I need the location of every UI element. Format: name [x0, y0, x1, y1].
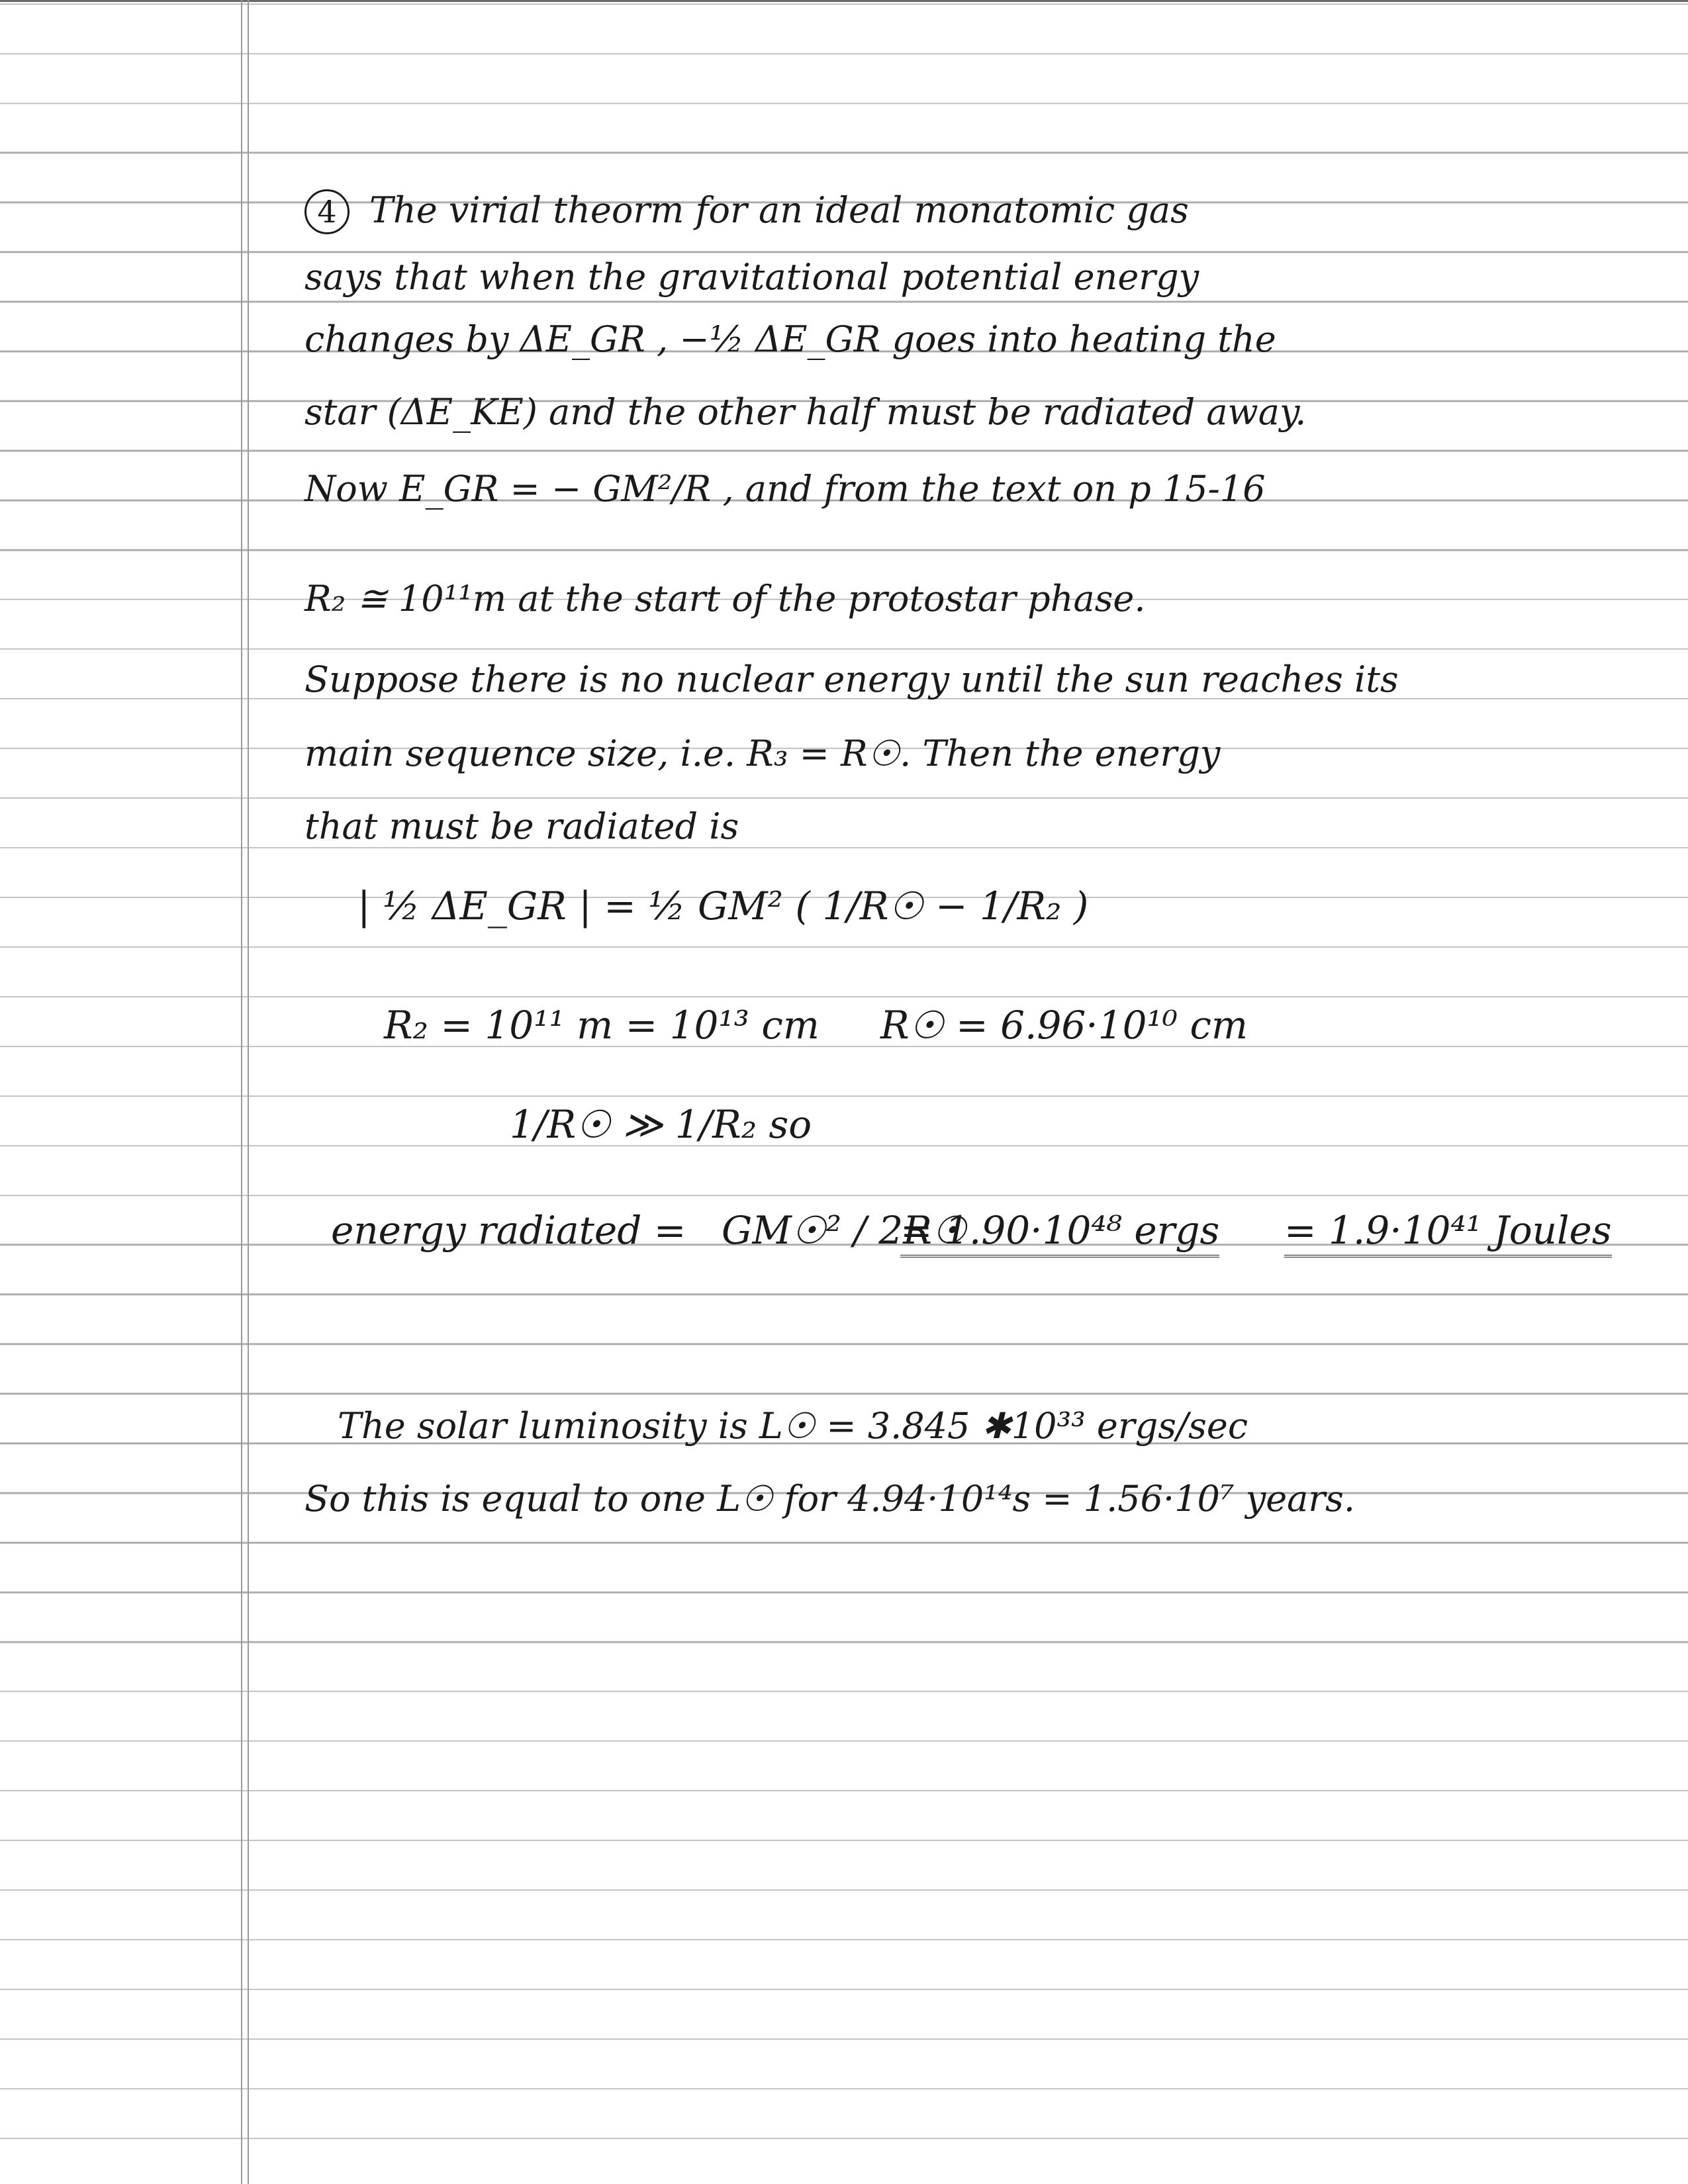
text-line-9: that must be radiated is: [305, 805, 739, 847]
text-line-1: 4 The virial theorm for an ideal monatomic gas: [305, 189, 1189, 234]
conclusion-line-2: So this is equal to one L☉ for 4.94·10¹⁴s = 1.56·10⁷ years.: [305, 1478, 1356, 1520]
energy-radiated-label: energy radiated =: [331, 1208, 686, 1253]
equation-rsun-value: R☉ = 6.96·10¹⁰ cm: [880, 1003, 1248, 1048]
text-line-2: says that when the gravitational potential energy: [305, 256, 1199, 298]
text-line-5: Now E_GR = − GM²/R , and from the text on p 15-16: [305, 468, 1266, 510]
text-line-3: changes by ΔE_GR , −½ ΔE_GR goes into heating the: [305, 318, 1276, 360]
conclusion-line-1: The solar luminosity is L☉ = 3.845 ✱10³³ ergs/sec: [338, 1405, 1248, 1447]
energy-radiated-formula: GM☉² / 2R☉: [722, 1208, 966, 1253]
margin-line-left: [241, 0, 242, 2184]
problem-number: 4: [305, 189, 350, 234]
page-top-edge: [0, 0, 1688, 2]
text-line-6: R₂ ≅ 10¹¹m at the start of the protostar phase.: [305, 578, 1146, 619]
equation-half-energy: | ½ ΔE_GR | = ½ GM² ( 1/R☉ − 1/R₂ ): [357, 884, 1089, 929]
equation-inequality: 1/R☉ ≫ 1/R₂ so: [510, 1102, 812, 1147]
text-line-4: star (ΔE_KE) and the other half must be radiated away.: [305, 391, 1307, 433]
text-line-7: Suppose there is no nuclear energy until the sun reaches its: [305, 659, 1399, 700]
margin-line-right: [248, 0, 249, 2184]
text-line-8: main sequence size, i.e. R₃ = R☉. Then the energy: [305, 733, 1221, 774]
energy-radiated-joules: = 1.9·10⁴¹ Joules: [1284, 1211, 1612, 1257]
equation-r2-value: R₂ = 10¹¹ m = 10¹³ cm: [384, 1003, 820, 1048]
energy-radiated-ergs: = 1.90·10⁴⁸ ergs: [900, 1211, 1219, 1257]
